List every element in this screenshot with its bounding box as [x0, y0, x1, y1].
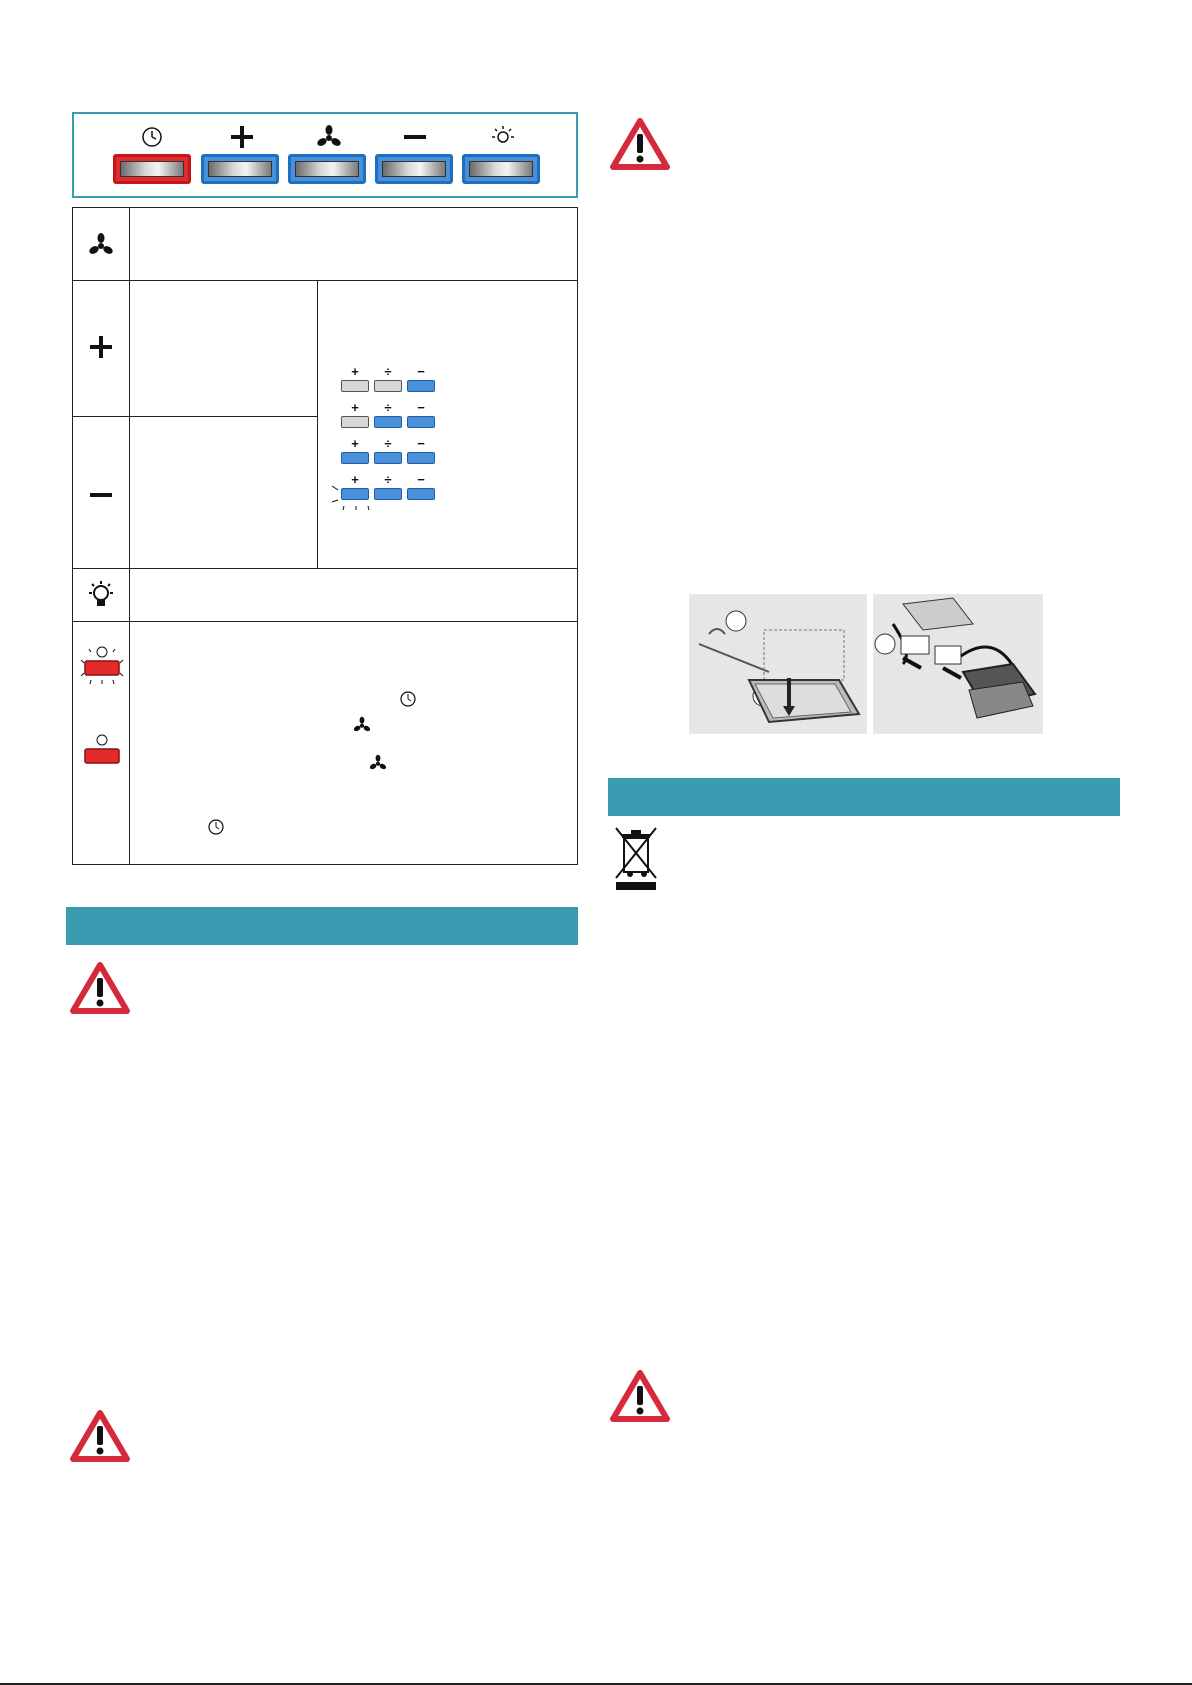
speed-indicator-light	[374, 488, 402, 500]
minus-button[interactable]	[375, 154, 453, 184]
fan-icon	[369, 754, 387, 772]
light-icon	[490, 124, 516, 150]
timer-icon	[399, 690, 417, 708]
light-button[interactable]	[462, 154, 540, 184]
speed-indicator-chart: + ÷ − + ÷ − + ÷ − + ÷ −	[338, 368, 468, 508]
plus-button[interactable]	[201, 154, 279, 184]
warning-icon	[610, 118, 670, 170]
plus-icon	[229, 124, 255, 150]
weee-crossed-bin-icon	[612, 824, 660, 892]
warning-icon	[70, 1410, 130, 1462]
fan-icon	[353, 716, 371, 734]
control-panel	[72, 112, 578, 198]
section-header-bar	[608, 778, 1120, 816]
speed-indicator-light	[407, 380, 435, 392]
light-bulb-icon	[87, 580, 115, 610]
connector-illustration	[873, 594, 1043, 734]
speed-indicator-light	[341, 416, 369, 428]
timer-blinking-button-icon	[79, 644, 125, 690]
speed-indicator-light	[341, 452, 369, 464]
fan-icon	[88, 232, 114, 258]
speed-indicator-light	[374, 452, 402, 464]
plus-icon	[88, 334, 114, 360]
section-header-bar	[66, 907, 578, 945]
fan-button[interactable]	[288, 154, 366, 184]
timer-icon	[207, 818, 225, 836]
timer-icon	[140, 126, 164, 148]
timer-button[interactable]	[113, 154, 191, 184]
fan-icon	[316, 124, 342, 150]
warning-icon	[610, 1370, 670, 1422]
speed-indicator-light	[407, 416, 435, 428]
speed-indicator-light	[341, 380, 369, 392]
minus-icon	[88, 482, 114, 508]
speed-indicator-light	[374, 416, 402, 428]
speed-indicator-light	[374, 380, 402, 392]
speed-indicator-light	[407, 452, 435, 464]
speed-indicator-light	[407, 488, 435, 500]
warning-icon	[70, 962, 130, 1014]
timer-active-button-icon	[81, 734, 123, 768]
function-table	[72, 207, 578, 865]
minus-icon	[402, 124, 428, 150]
lamp-removal-illustration	[689, 594, 867, 734]
